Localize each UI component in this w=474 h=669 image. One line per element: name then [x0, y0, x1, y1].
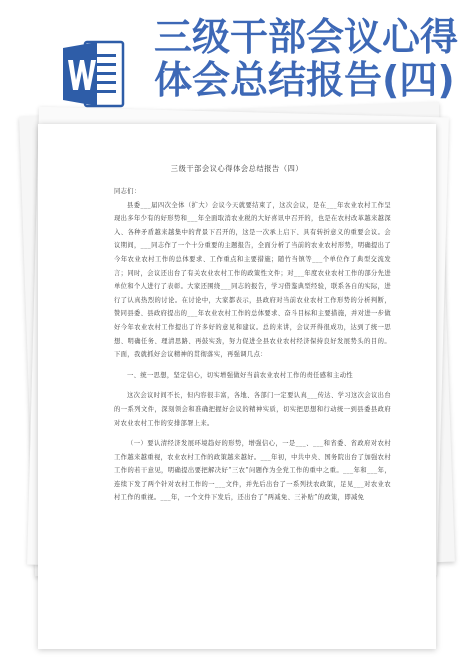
- document-page: [38, 124, 436, 649]
- paragraph: （一）要认清经济发展环境趋好的形势，增强信心，一是___、___和省委、省政府对农村工作越来越重视，农业农村工作的政策越来越好。___年初，中共中央、国务院出台了加强农村工作的若干意见，明确提出要把解决好“三农”问题作为全党工作的重中之重。___年和___年，连续下发了两个针对农村工作的一___文件，并先后出台了一系列扶农政策，足见___对农业农村工作的重视。___年，一个文件下发后，还出台了“两减免、三补贴”的政策，即减免: [114, 440, 391, 502]
- title-line-2: 体会总结报告(四): [154, 58, 455, 102]
- paragraph: 县委___届四次全体（扩大）会议今天就要结束了，这次会议，是在___年农业农村工作呈现出多年少有的好形势和___年全面取消农业税的大好喜讯中召开的，也是在农村改革越来越深入、各种矛盾越来越集中的背景下召开的，这是一次承上启下、具有转折意义的重要会议。会议期间，___同志作了一个十分重要的主题报告，全面分析了当前的农业农村形势，明确提出了今年农业农村工作的总体要求、工作重点和主要措施；随竹当镇等___个单位作了典型交流发言；同时，会议还出台了有关农业农村工作的政策性文件；对___年度农业农村工作的部分先进单位和个人进行了表彰。大家还围绕___同志的报告，学习借鉴典型经验，联系各自的实际，进行了认真热烈的讨论。在讨论中，大家都表示，县政府对当前农业农村工作形势的分析判断，赞同县委、县政府提出的___年农业农村工作的总体要求、奋斗目标和主要措施，并对进一步做好今年农业农村工作提出了许多好的意见和建议。总的来讲，会议开得很成功，达到了统一思想、明确任务、理清思路、再鼓实劲，努力促进全县农业农村经济保持良好发展势头的目的。下面，我就抓好会议精神的贯彻落实，再强调几点：: [114, 201, 391, 359]
- title-line-1: 三级干部会议心得: [154, 15, 459, 59]
- document-body: [38, 185, 436, 505]
- document-title: 三级干部会议心得体会总结报告（四）: [170, 164, 304, 173]
- header: [0, 0, 474, 118]
- paragraph: 这次会议时间不长，但内容很丰富，各地、各部门一定要认真___传达、学习这次会议出台的一系列文件，深刻领会和准确把握好会议的精神实质，切实把思想和行动统一到县委县政府对农业农村工作的安排部署上来。: [114, 392, 391, 427]
- word-document-icon: [63, 38, 125, 110]
- section-heading: 一、统一思想，坚定信心，切实增强做好当前农业农村工作的责任感和主动性: [127, 371, 353, 379]
- salutation: 同志们：: [114, 188, 141, 195]
- page-fade: [38, 579, 436, 649]
- page-title: [154, 16, 470, 102]
